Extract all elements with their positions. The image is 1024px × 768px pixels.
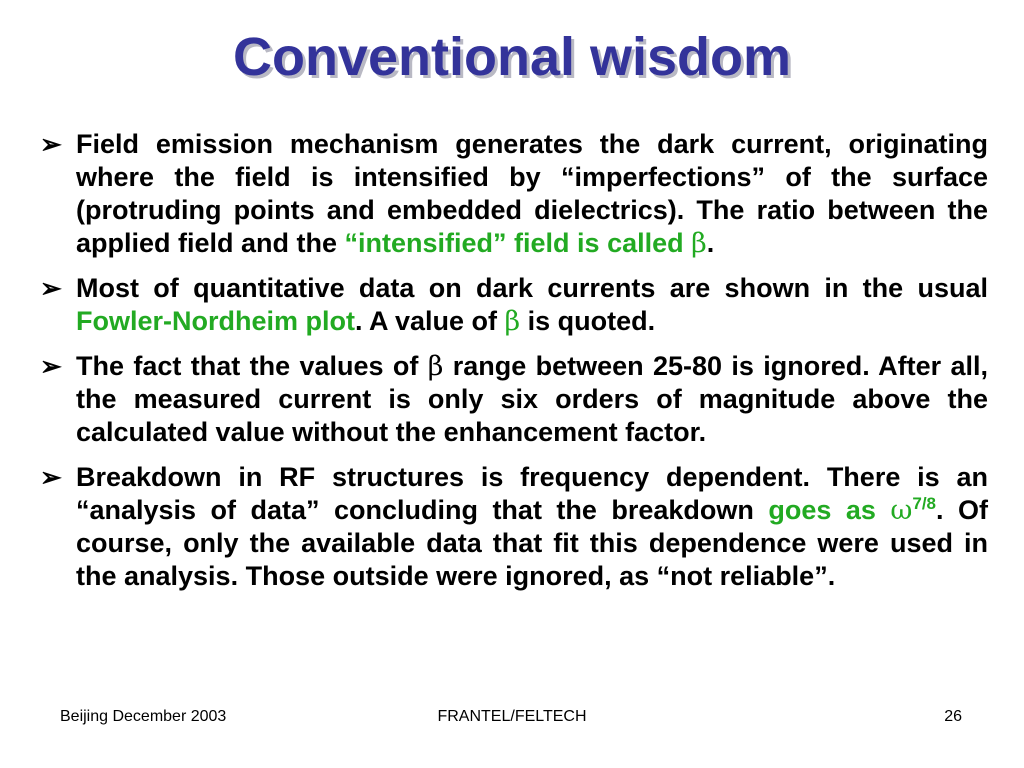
bullet-text: not reliable xyxy=(670,561,815,591)
bullet-arrow-icon: ➢ xyxy=(40,129,62,159)
beta-symbol: β xyxy=(691,228,707,259)
close-quote: ” xyxy=(814,561,828,591)
bullet-arrow-icon: ➢ xyxy=(40,462,62,492)
slide-title: Conventional wisdom xyxy=(232,27,792,87)
bullet-list xyxy=(40,128,988,605)
omega-symbol: ω xyxy=(890,495,913,526)
close-quote: ” xyxy=(306,495,320,525)
bullet-arrow-icon: ➢ xyxy=(40,351,62,381)
bullet-text: is quoted. xyxy=(520,306,656,336)
highlight-close-quote: ” xyxy=(493,228,507,258)
bullet-text: Breakdown in RF structures is frequency dependent. There is an xyxy=(76,462,988,492)
open-quote: “ xyxy=(656,561,671,591)
open-quote: “ xyxy=(560,162,575,192)
bullet-text: imperfections xyxy=(574,162,752,192)
bullet-text: . xyxy=(706,228,715,258)
bullet-arrow-icon: ➢ xyxy=(40,273,62,303)
bullet-text: . A value of xyxy=(355,306,505,336)
bullet-text: The fact that the values of xyxy=(76,351,428,381)
bullet-text: Field emission mechanism generates the dark current, originating where the field is intensified by xyxy=(76,129,988,192)
bullet-text: analysis of data xyxy=(89,495,307,525)
highlight-text: field is called xyxy=(506,228,692,258)
close-quote: ” xyxy=(751,162,766,192)
bullet-text: concluding that the breakdown xyxy=(319,495,769,525)
bullet-item xyxy=(40,350,988,449)
beta-symbol: β xyxy=(427,351,444,382)
bullet-item xyxy=(40,461,988,593)
highlight-text: intensified xyxy=(358,228,494,258)
bullet-text: Most of quantitative data on dark currents are shown in the usual xyxy=(76,273,988,303)
footer-event: FRANTEL/FELTECH xyxy=(437,708,587,725)
bullet-item xyxy=(40,272,988,338)
open-quote: “ xyxy=(76,495,90,525)
bullet-text: . Of course, only the available data that fit this dependence were used in the analysis. Those outside were ignored, as xyxy=(76,495,988,591)
bullet-text: . xyxy=(827,561,836,591)
highlight-text: Fowler-Nordheim plot xyxy=(76,306,355,336)
highlight-open-quote: “ xyxy=(344,228,359,258)
exponent: 7/8 xyxy=(912,494,937,513)
highlight-text: goes as xyxy=(768,495,891,525)
beta-symbol: β xyxy=(504,306,521,337)
bullet-text: range between 25-80 is ignored. After all, the measured current is only six orders of magnitude above the calculated value without the enhancement factor. xyxy=(76,351,988,447)
bullet-text: of the surface (protruding points and embedded dielectrics). The ratio between the applied field and the xyxy=(76,162,988,258)
bullet-item xyxy=(40,128,988,260)
slide-number: 26 xyxy=(944,708,962,725)
footer-location-date: Beijing December 2003 xyxy=(60,708,227,725)
